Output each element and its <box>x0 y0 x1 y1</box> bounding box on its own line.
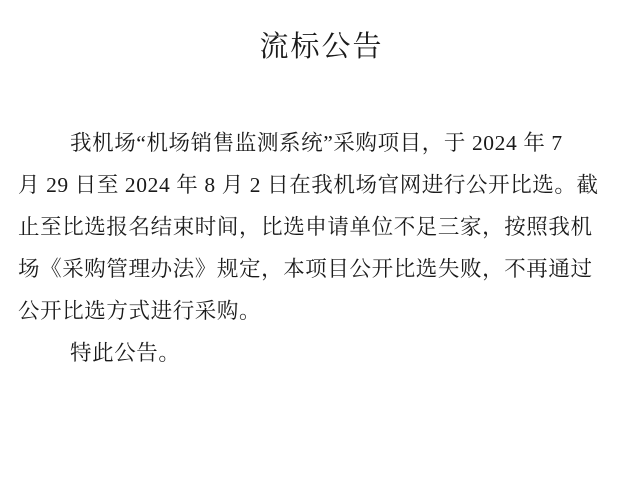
body-line-5: 公开比选方式进行采购。 <box>18 299 262 323</box>
document-title: 流标公告 <box>259 31 384 63</box>
body-line-2: 月 29 日至 2024 年 8 月 2 日在我机场官网进行公开比选。截 <box>18 173 599 197</box>
closing-line: 特此公告。 <box>70 341 181 365</box>
body-line-4: 场《采购管理办法》规定，本项目公开比选失败，不再通过 <box>18 257 593 281</box>
document-body <box>18 122 605 374</box>
announcement-document <box>0 28 643 484</box>
body-line-1: 我机场“机场销售监测系统”采购项目，于 2024 年 7 <box>70 131 563 155</box>
body-line-3: 止至比选报名结束时间，比选申请单位不足三家，按照我机 <box>18 215 593 239</box>
